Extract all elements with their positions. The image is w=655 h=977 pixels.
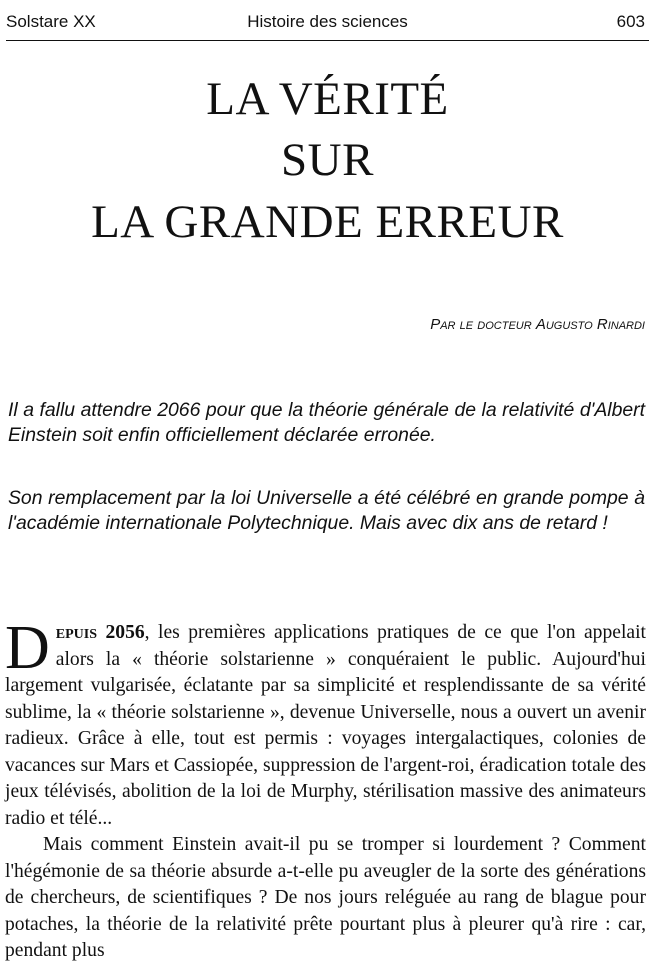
title-line-1: LA VÉRITÉ — [206, 73, 449, 125]
article-paragraph-1 — [5, 614, 646, 832]
byline-author: Augusto Rinardi — [535, 316, 645, 333]
article-paragraph-2: Mais comment Einstein avait-il pu se tromper si lourdement ? Comment l'hégémonie de sa théorie absurde a-t-elle pu aveugler de la sorte des générations de chercheurs, de scientifiques ? De nos jours reléguée au rang de blague pour potaches, la théorie de la relativité prête pourtant plus à pleurer qu'à rire : car, pendant plus — [5, 834, 646, 961]
running-header — [6, 8, 649, 41]
title-line-2: SUR — [281, 134, 374, 186]
opening-words: epuis 2056 — [55, 622, 145, 643]
journal-name: Solstare XX — [6, 12, 96, 31]
title-line-3: LA GRANDE ERREUR — [91, 196, 564, 248]
article-body — [5, 614, 646, 965]
paragraph-1-text: , les premières applications pratiques de ce que l'on appelait alors la « théorie solstarienne » conquéraient le public. Aujourd'hui largement vulgarisée, éclatante par sa simplicité et resplendissante de sa vérité sublime, la « théorie solstarienne », devenue Universelle, nous a ouvert un avenir radieux. Grâce à elle, tout est permis : voyages intergalactiques, colonies de vacances sur Mars et Cassiopée, suppression de l'argent-roi, éradication totale des jeux télévisés, abolition de la loi de Murphy, stérilisation massive des animateurs radio et télé... — [5, 622, 646, 829]
section-name: Histoire des sciences — [247, 12, 408, 31]
drop-cap: D — [5, 614, 50, 682]
byline-prefix: Par le docteur — [430, 316, 532, 333]
page-number: 603 — [616, 12, 645, 31]
lead-paragraph-2: Son remplacement par la loi Universelle a été célébré en grande pompe à l'académie internationale Polytechnique. Mais avec dix ans de retard ! — [8, 487, 645, 534]
byline — [430, 316, 645, 333]
lead-paragraph-1: Il a fallu attendre 2066 pour que la théorie générale de la relativité d'Albert Einstein soit enfin officiellement déclarée erronée. — [8, 399, 645, 446]
